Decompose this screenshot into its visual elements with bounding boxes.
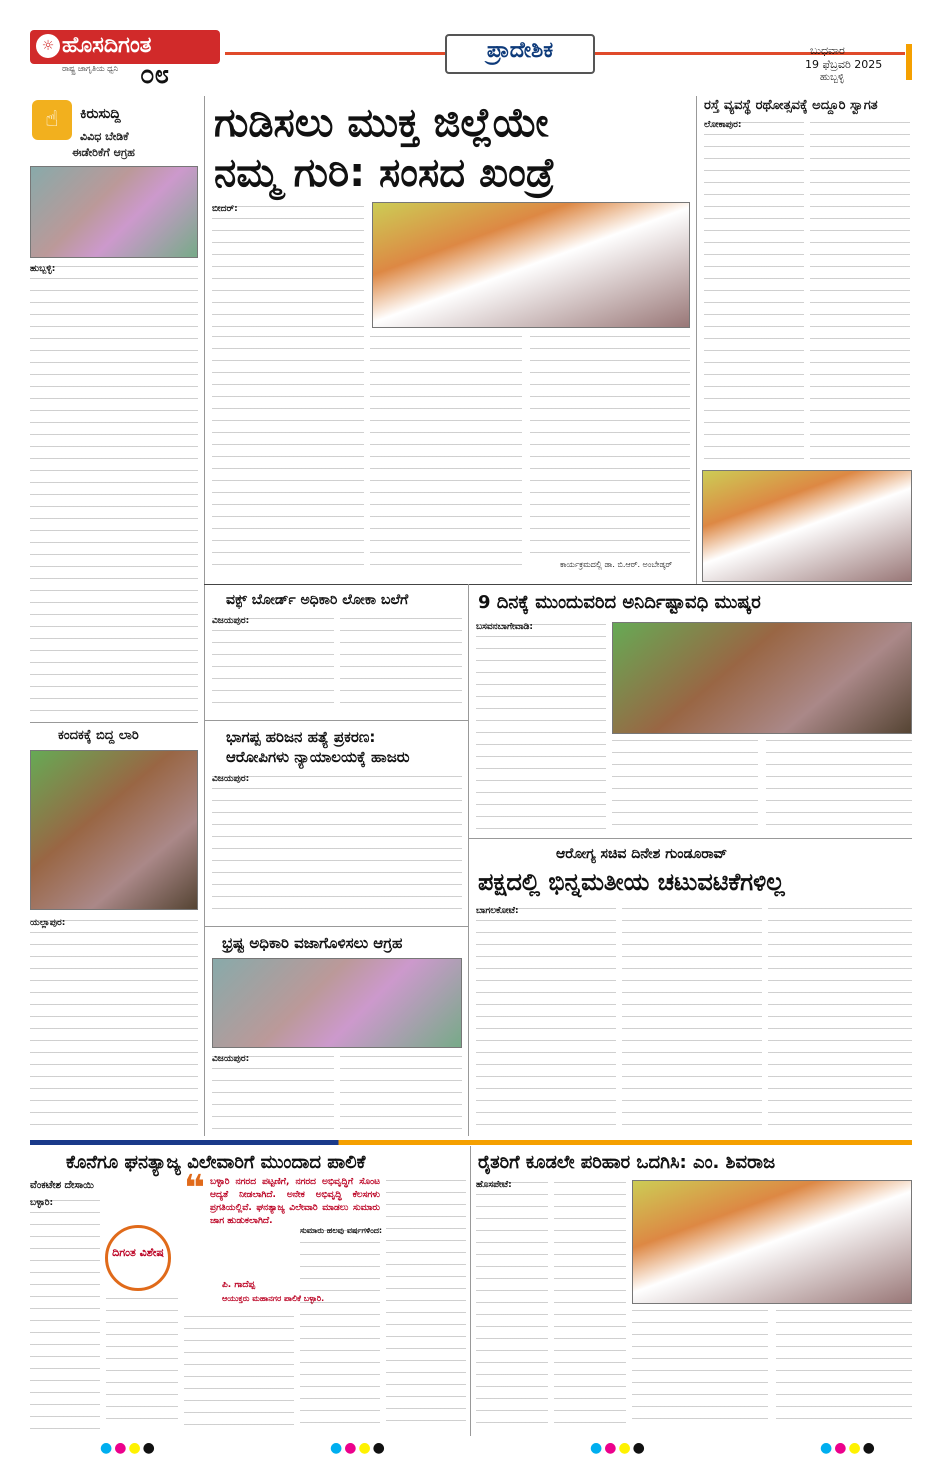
- farmers-body-col1: [476, 1182, 548, 1430]
- gundurao-kicker: ಆರೋಗ್ಯ ಸಚಿವ ದಿನೇಶ ಗುಂಡೂರಾವ್: [556, 846, 728, 862]
- quote-role: ಆಯುಕ್ತರು ಮಹಾನಗರ ಪಾಲಿಕೆ ಬಳ್ಳಾರಿ.: [222, 1294, 325, 1303]
- garbage-body-col3: [184, 1316, 294, 1430]
- strike-body-col2: [612, 740, 758, 832]
- rathotsava-headline: ರಸ್ತೆ ವ್ಯವಸ್ಥೆ ರಥೋತ್ಸವಕ್ಕೆ ಅದ್ದೂರಿ ಸ್ವಾಗತ: [704, 98, 878, 113]
- edge-tab: [906, 44, 912, 80]
- bhagappa-headline-line1: ಭಾಗಪ್ಪ ಹರಿಜನ ಹತ್ಯೆ ಪ್ರಕರಣ:: [226, 728, 376, 746]
- kirusuddi-title: ಕಿರುಸುದ್ದಿ: [80, 106, 121, 122]
- brand-emblem-icon: ☼: [36, 34, 60, 58]
- rathotsava-photo: [702, 470, 912, 582]
- column-rule: [696, 96, 697, 584]
- bhagappa-body: [212, 776, 462, 920]
- strike-body-col1: [476, 624, 606, 834]
- issue-city: ಹುಬ್ಬಳ್ಳಿ: [820, 72, 845, 83]
- section-title: ಪ್ರಾದೇಶಿಕ: [486, 38, 554, 63]
- kirusuddi-heading-line2: ಈಡೇರಿಕೆಗೆ ಆಗ್ರಹ: [72, 146, 135, 159]
- waqf-headline: ವಕ್ಫ್ ಬೋರ್ಡ್ ಅಧಿಕಾರಿ ಲೋಕಾ ಬಲೆಗೆ: [226, 592, 409, 608]
- strike-photo: [612, 622, 912, 734]
- print-registration-dots: ●●●●: [820, 1440, 877, 1456]
- garbage-byline: ವೆಂಕಟೇಶ ದೇಸಾಯಿ: [30, 1180, 94, 1191]
- lead-dateline: ಬೀದರ್:: [212, 204, 238, 214]
- lead-event-photo: [372, 202, 690, 328]
- column-rule: [470, 1146, 471, 1436]
- lead-headline-line1: ಗುಡಿಸಲು ಮುಕ್ತ ಜಿಲ್ಲೆಯೇ: [214, 100, 549, 146]
- gundurao-body-col1: [476, 908, 616, 1132]
- gundurao-headline: ಪಕ್ಷದಲ್ಲಿ ಭಿನ್ನಮತೀಯ ಚಟುವಟಿಕೆಗಳಿಲ್ಲ: [478, 868, 785, 896]
- kirusuddi-heading-line1: ವಿವಿಧ ಬೇಡಿಕೆ: [80, 130, 129, 143]
- corrupt-body-col2: [340, 1056, 462, 1134]
- farmers-dateline: ಹೊಸಪೇಟೆ:: [476, 1180, 512, 1190]
- quote-author: ಪಿ. ಗಾದೆಪ್ಪ: [222, 1280, 256, 1290]
- divider: [30, 722, 198, 723]
- divider: [204, 584, 912, 585]
- garbage-body-col4: [300, 1230, 380, 1430]
- column-rule: [468, 584, 469, 1136]
- print-registration-dots: ●●●●: [100, 1440, 157, 1456]
- lead-closing: ಕಾರ್ಯಕ್ರಮದಲ್ಲಿ ಡಾ. ಬಿ.ಆರ್. ಅಂಬೇಡ್ಕರ್: [560, 560, 673, 569]
- garbage-body-col5: [386, 1180, 466, 1430]
- gundurao-dateline: ಬಾಗಲಕೋಟೆ:: [476, 906, 519, 916]
- rathotsava-dateline: ಲೋಕಾಪುರ:: [704, 120, 742, 130]
- gundurao-body-col2: [622, 908, 762, 1132]
- strike-headline: 9 ದಿನಕ್ಕೆ ಮುಂದುವರಿದ ಅನಿರ್ದಿಷ್ಟಾವಧಿ ಮುಷ್ಕರ: [478, 592, 761, 613]
- gundurao-body-col3: [768, 908, 912, 1132]
- brand-tagline: ರಾಷ್ಟ್ರ ಜಾಗೃತಿಯ ಧ್ವನಿ: [62, 64, 119, 73]
- bhagappa-headline-line2: ಆರೋಪಿಗಳು ನ್ಯಾಯಾಲಯಕ್ಕೆ ಹಾಜರು: [226, 748, 410, 766]
- waqf-body-col2: [340, 618, 462, 714]
- farmers-photo: [632, 1180, 912, 1304]
- page-number: ೦೮: [140, 60, 170, 90]
- rathotsava-body-col1: [704, 122, 804, 462]
- lead-body-col2: [370, 336, 522, 572]
- strike-body-col3: [766, 740, 912, 832]
- lead-headline-line2: ನಮ್ಮ ಗುರಿ: ಸಂಸದ ಖಂಡ್ರೆ: [214, 150, 555, 196]
- bhagappa-dateline: ವಿಜಯಪುರ:: [212, 774, 250, 784]
- lead-body-col1: [212, 336, 364, 572]
- lorry-dateline: ಯಲ್ಲಾಪುರ:: [30, 918, 66, 928]
- divider: [204, 926, 468, 927]
- lead-body-col1-top: [212, 206, 364, 330]
- farmers-body-col4: [776, 1310, 912, 1430]
- issue-day: ಬುಧವಾರ: [810, 44, 845, 57]
- farmers-body-col3: [632, 1310, 768, 1430]
- lead-body-col3: [530, 336, 690, 558]
- issue-date: 19 ಫೆಬ್ರವರಿ 2025: [805, 58, 883, 71]
- badge-label: ದಿಗಂತ ವಿಶೇಷ: [112, 1246, 164, 1259]
- kirusuddi-body-text: [30, 266, 198, 714]
- column-rule: [204, 96, 205, 1136]
- strike-dateline: ಬಸವನಬಾಗೇವಾಡಿ:: [476, 622, 534, 632]
- farmers-body-col2: [554, 1182, 626, 1430]
- commissioner-quote: ಬಳ್ಳಾರಿ ನಗರದ ಪಟ್ಟಣಿಗೆ, ನಗರದ ಅಭಿವೃದ್ಧಿಗೆ ಸೊಂಟ ಆದ್ಯತೆ ನೀಡಲಾಗಿದೆ. ಅನೇಕ ಅಭಿವೃದ್ಧಿ ಕೆಲಸಗಳು ಪ್ರಗತಿಯಲ್ಲಿವೆ. ಘನತ್ಯಾಜ್ಯ ವಿಲೇವಾರಿ ಮಾಡಲು ಸುಮಾರು ಜಾಗ ಹುಡುಕಲಾಗಿದೆ.: [210, 1177, 380, 1226]
- garbage-body-col1: [30, 1200, 100, 1430]
- garbage-dateline: ಬಳ್ಳಾರಿ:: [30, 1198, 54, 1208]
- print-registration-dots: ●●●●: [590, 1440, 647, 1456]
- garbage-subhead: ಸುಮಾರು ಹಲವು ವರ್ಷಗಳಿಂದ:: [300, 1226, 383, 1235]
- corrupt-protest-photo: [212, 958, 462, 1048]
- farmers-headline: ರೈತರಿಗೆ ಕೂಡಲೇ ಪರಿಹಾರ ಒದಗಿಸಿ: ಎಂ. ಶಿವರಾಜ: [478, 1152, 776, 1173]
- corrupt-headline: ಭ್ರಷ್ಟ ಅಧಿಕಾರಿ ವಜಾಗೊಳಿಸಲು ಆಗ್ರಹ: [222, 934, 403, 952]
- section-colour-bar: [30, 1140, 912, 1145]
- brand-name: ಹೊಸದಿಗಂತ: [62, 33, 152, 58]
- lorry-accident-photo: [30, 750, 198, 910]
- quote-icon: ❝: [184, 1168, 206, 1209]
- protest-photo: [30, 166, 198, 258]
- waqf-body-col1: [212, 618, 334, 714]
- lorry-story-title: ಕಂದಕಕ್ಕೆ ಬಿದ್ದ ಲಾರಿ: [58, 728, 139, 743]
- digantha-special-badge: [105, 1225, 171, 1291]
- rathotsava-body-col2: [810, 122, 910, 462]
- print-registration-dots: ●●●●: [330, 1440, 387, 1456]
- corrupt-dateline: ವಿಜಯಪುರ:: [212, 1054, 250, 1064]
- kirusuddi-dateline: ಹುಬ್ಬಳ್ಳಿ:: [30, 264, 56, 274]
- divider: [204, 720, 468, 721]
- lorry-body-text: [30, 920, 198, 1126]
- hand-pointer-icon: ☝: [32, 100, 72, 140]
- masthead: [0, 0, 945, 92]
- divider: [468, 838, 912, 839]
- garbage-body-col2: [106, 1298, 178, 1430]
- waqf-dateline: ವಿಜಯಪುರ:: [212, 616, 250, 626]
- garbage-headline: ಕೊನೆಗೂ ಘನತ್ಯಾಜ್ಯ ವಿಲೇವಾರಿಗೆ ಮುಂದಾದ ಪಾಲಿಕೆ: [66, 1152, 366, 1173]
- corrupt-body-col1: [212, 1056, 334, 1134]
